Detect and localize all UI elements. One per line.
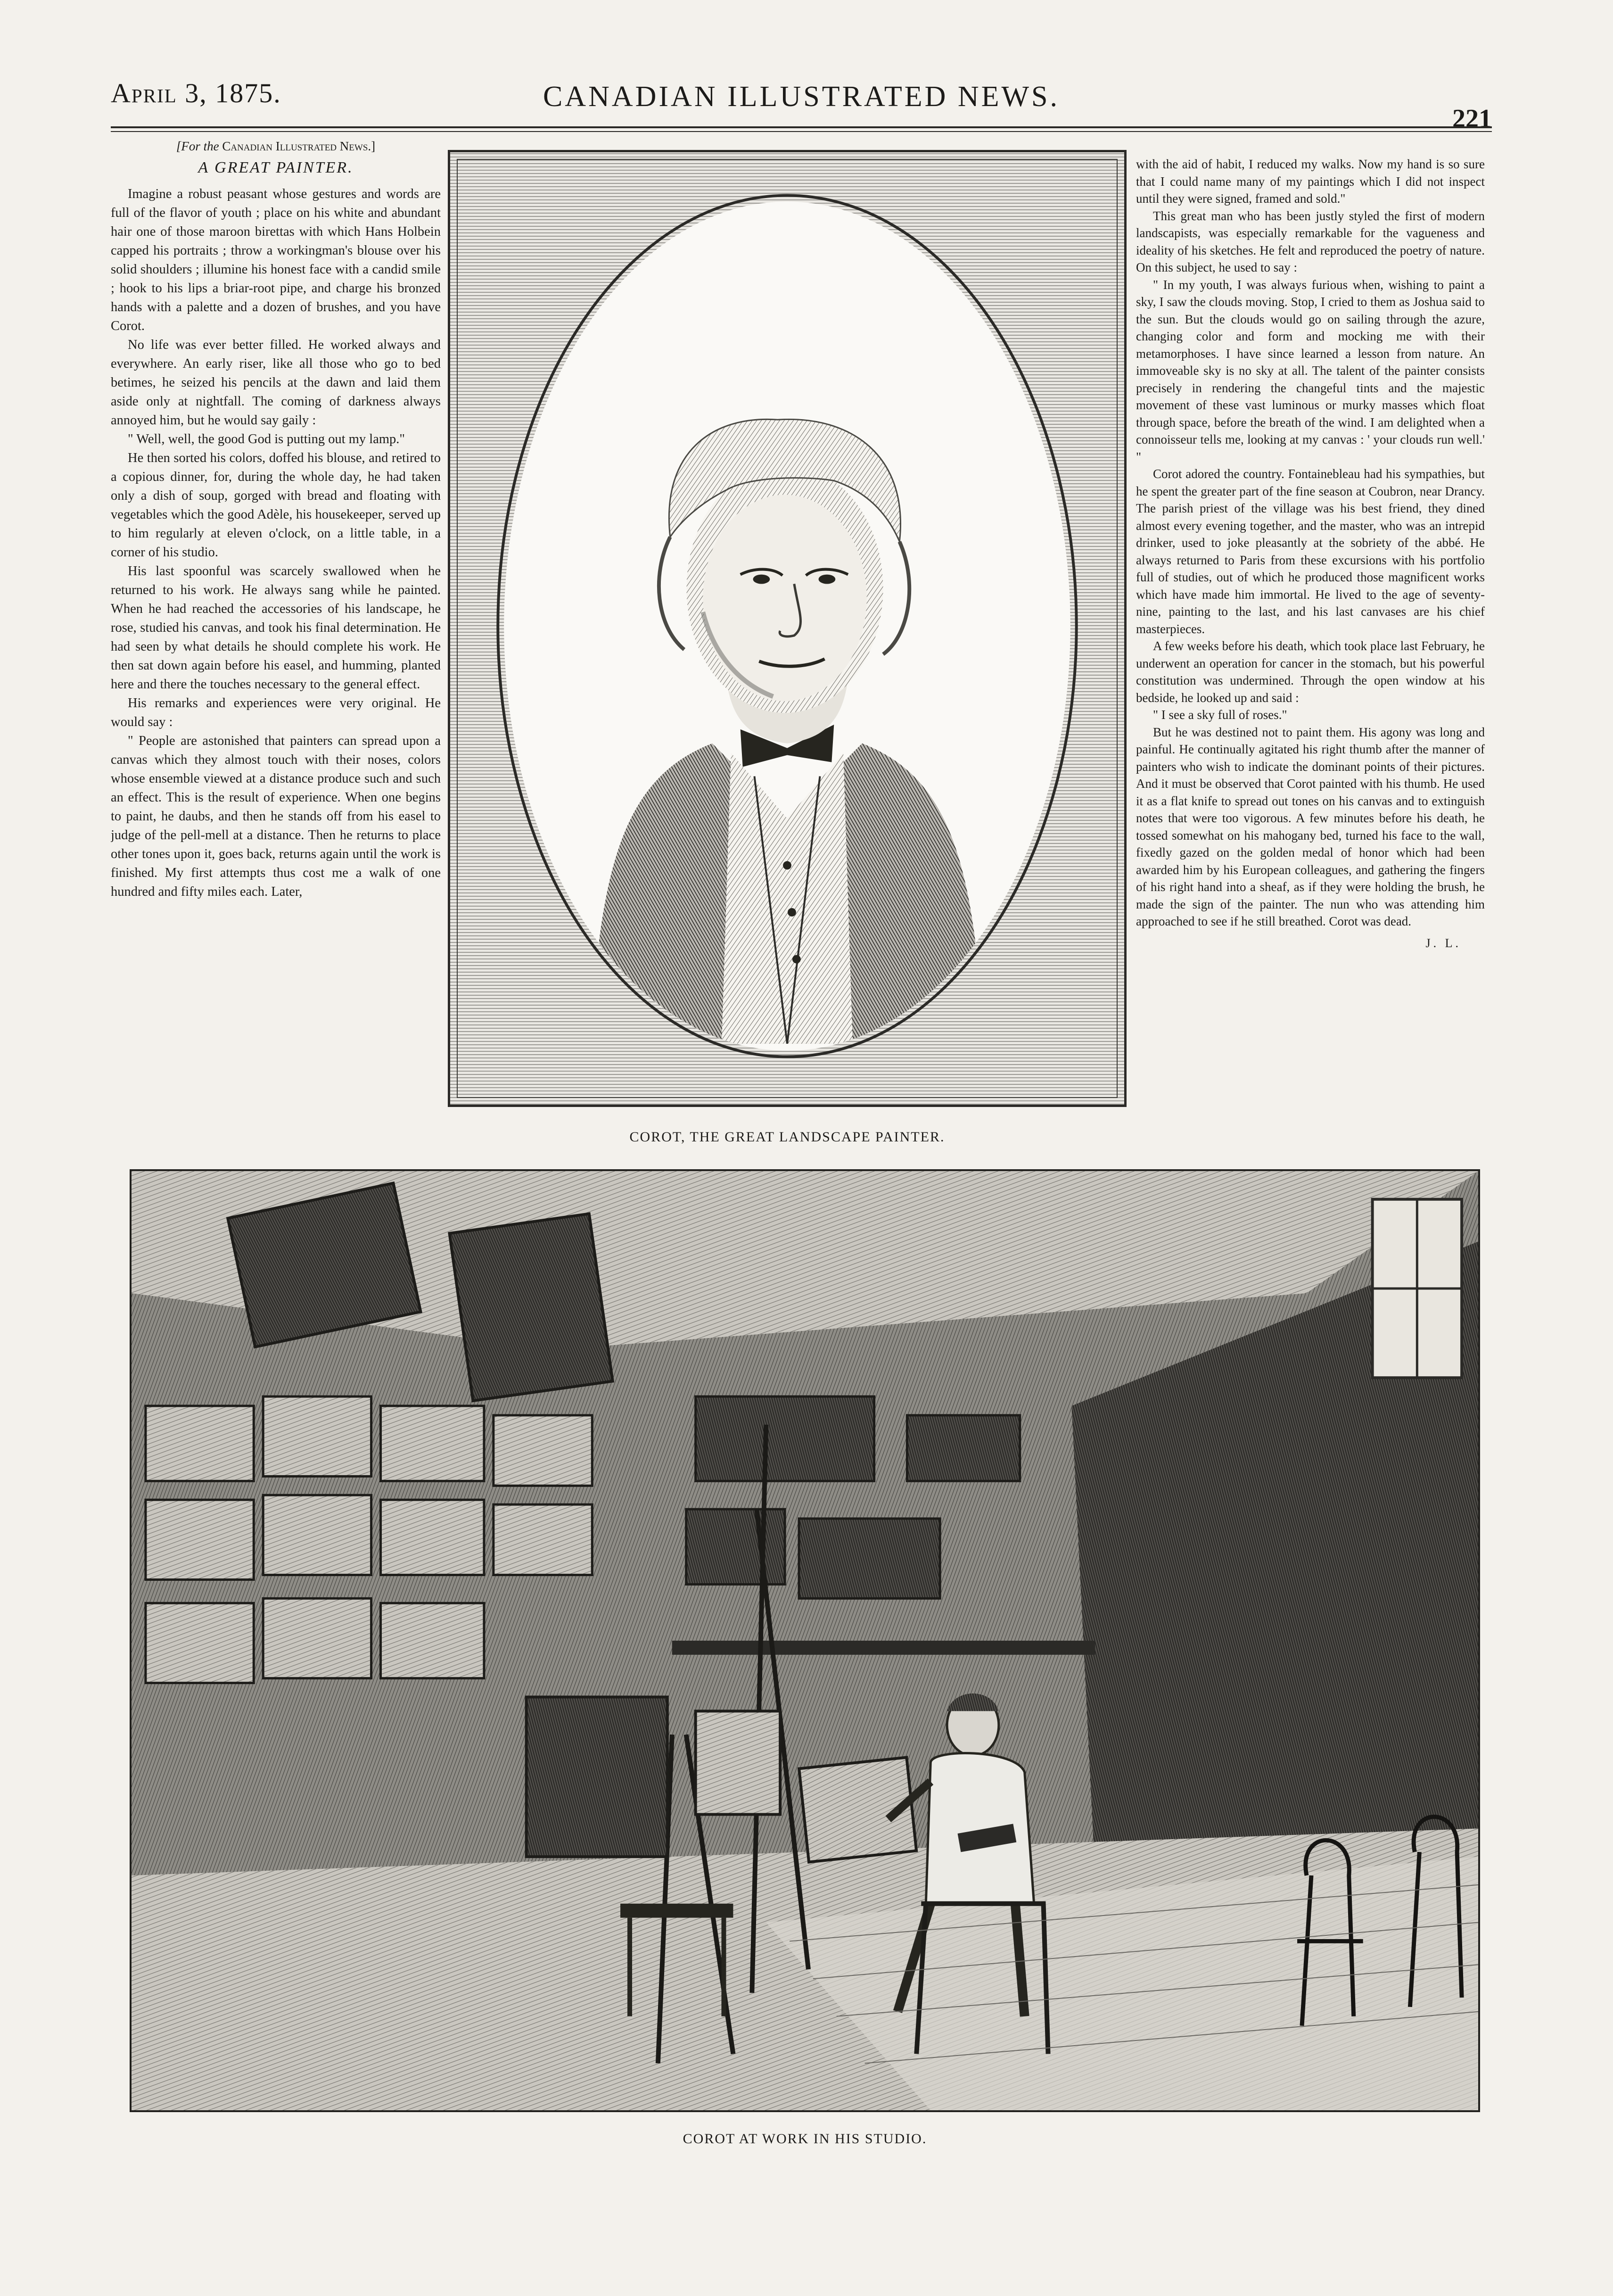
- article-credit: [111, 137, 441, 156]
- paragraph: " I see a sky full of roses.": [1153, 708, 1287, 722]
- article-column-right: [1136, 156, 1485, 1150]
- paragraph: Corot adored the country. Fontainebleau had his sympathies, but he spent the greater part of the fine season at Coubron, near Drancy. The parish priest of the village was his best friend, they dined almost every evening together, and the master, who was an intrepid drinker, used to joke pleasantly at the sobriety of the abbé. He always returned to Paris from these excursions with his portfolio full of studies, out of which he produced those magnificent works which have made him immortal. He lived to the age of seventy-nine, painting to the last, and his last canvases are his chief masterpieces.: [1136, 467, 1485, 636]
- paragraph: His last spoonful was scarcely swallowed when he returned to his work. He always sang while he painted. When he had reached the accessories of his landscape, he rose, studied his canvas, and took his final determination. He had seen by what details he should complete his work. He then sat down again before his easel, and humming, planted here and there the touches necessary to the general effect.: [111, 564, 441, 692]
- studio-illustration: [132, 1171, 1478, 2110]
- paragraph: " Well, well, the good God is putting out my lamp.": [128, 432, 405, 446]
- paragraph: He then sorted his colors, doffed his blouse, and retired to a copious dinner, for, during the whole day, he had taken only a dish of soup, gorged with bread and floating with vegetables which the good Adèle, his housekeeper, served up to him regularly at eleven o'clock, on a little table, in a corner of his studio.: [111, 451, 441, 560]
- paragraph: A few weeks before his death, which took place last February, he underwent an operation for cancer in the stomach, but his powerful constitution was undermined. Through the open window at his bedside, he looked up and said :: [1136, 639, 1485, 705]
- studio-caption: COROT AT WORK IN HIS STUDIO.: [683, 2131, 927, 2147]
- paragraph: " In my youth, I was always furious when, wishing to paint a sky, I saw the clouds moving. Stop, I cried to them as Joshua said to the sun. But the clouds would go on sailing through the azure, changing color and form and mocking me with their metamorphoses. I have since learned a lesson from nature. An immoveable sky is no sky at all. The talent of the painter consists precisely in rendering the changeful tints and the majestic movement of these vast luminous or murky masses which float through space, before the breath of the wind. I am delighted when a connoisseur tells me, looking at my canvas : ' your clouds run well.' ": [1136, 277, 1485, 464]
- paragraph: Imagine a robust peasant whose gestures and words are full of the flavor of youth ; place on his white and abundant hair one of those maroon birettas with which Hans Holbein capped his portraits ; throw a workingman's blouse over his solid shoulders ; illumine his honest face with a candid smile ; hook to his lips a briar-root pipe, and charge his bronzed hands with a palette and a dozen of brushes, and you have Corot.: [111, 187, 441, 333]
- paragraph: " People are astonished that painters can spread upon a canvas which they almost touch with their noses, colors whose ensemble viewed at a distance produce such and such an effect. This is the result of experience. When one begins to paint, he daubs, and then he stands off from his easel to judge of the pell-mell at a distance. Then he returns to place other tones upon it, goes back, returns again until the work is finished. My first attempts thus cost me a walk of one hundred and fifty miles each. Later,: [111, 734, 441, 899]
- masthead-rule-thin: [111, 131, 1492, 132]
- publication-title: CANADIAN ILLUSTRATED NEWS.: [543, 81, 1060, 113]
- page-number: 221: [1452, 104, 1492, 133]
- portrait-caption: COROT, THE GREAT LANDSCAPE PAINTER.: [629, 1129, 945, 1145]
- portrait-engraving: [448, 150, 1127, 1107]
- paragraph: But he was destined not to paint them. His agony was long and painful. He continually agitated his right thumb after the manner of painters who wish to indicate the dominant points of their pictures. And it must be observed that Corot painted with his thumb. He used it as a flat knife to spread out tones on his canvas and to extinguish notes that were too vigorous. A few minutes before his death, he tossed somewhat on his mahogany bed, turned his face to the wall, fixedly gazed on the golden medal of honor which had been awarded him by his European colleagues, and gathering the fingers of his right hand into a sheaf, as if they were holding the brush, he made the sign of the painter. The nun who was attending him approached to see if he still breathed. Corot was dead.: [1136, 725, 1485, 928]
- paragraph: with the aid of habit, I reduced my walks. Now my hand is so sure that I could name many of my paintings which I did not inspect until they were signed, framed and sold.": [1136, 157, 1485, 206]
- article-title: A GREAT PAINTER.: [198, 159, 354, 176]
- credit-publication: Canadian Illustrated News.]: [222, 139, 376, 153]
- portrait-illustration: [450, 152, 1124, 1105]
- masthead-rule: [111, 126, 1492, 128]
- paragraph: This great man who has been justly styled the first of modern landscapists, was especially remarkable for the vagueness and ideality of his sketches. He felt and reproduced the poetry of nature. On this subject, he used to say :: [1136, 208, 1485, 274]
- paragraph: His remarks and experiences were very original. He would say :: [111, 696, 441, 729]
- article-signature: J. L.: [1425, 936, 1461, 950]
- issue-date: April 3, 1875.: [111, 78, 281, 108]
- masthead: [111, 71, 1492, 132]
- article-column-left: [111, 137, 441, 1160]
- paragraph: No life was ever better filled. He worked always and everywhere. An early riser, like all those who go to bed betimes, he seized his pencils at the dawn and laid them aside only at nightfall. The coming of darkness always annoyed him, but he would say gaily :: [111, 338, 441, 428]
- studio-engraving: [130, 1169, 1480, 2112]
- credit-prefix: [For the: [176, 139, 219, 153]
